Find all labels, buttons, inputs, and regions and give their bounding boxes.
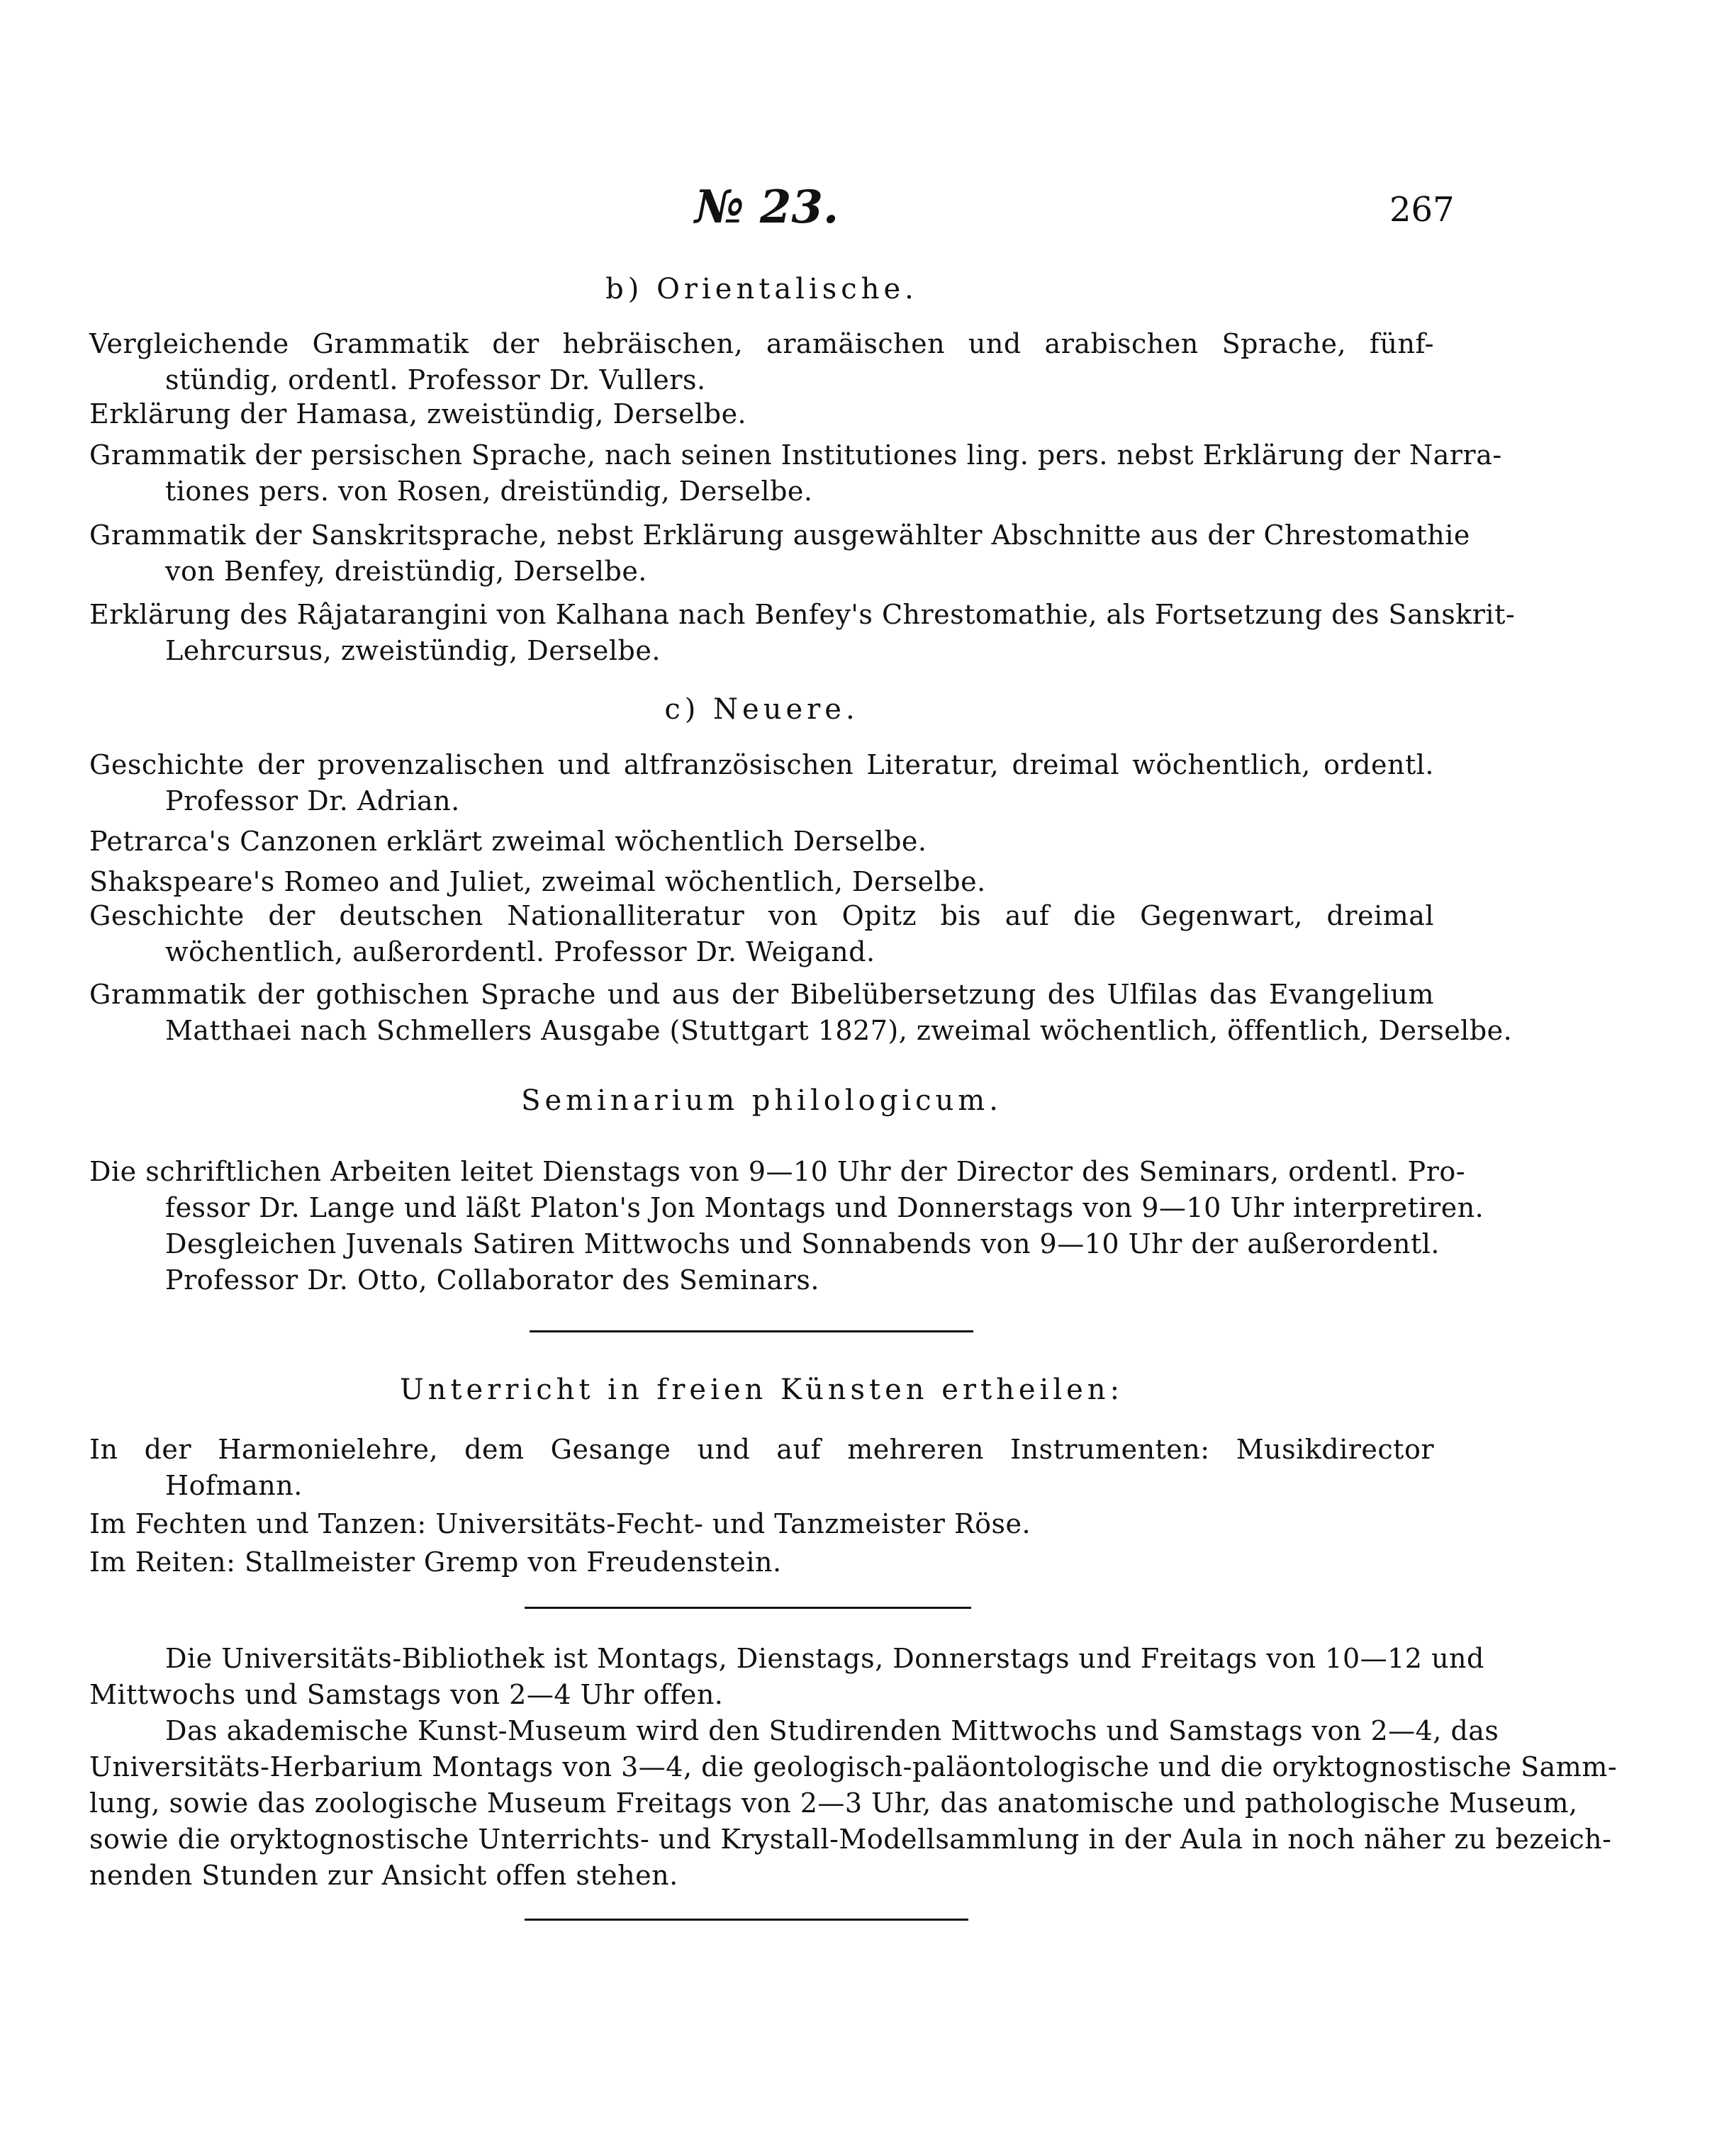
seminar-paragraph <box>89 1154 1484 1298</box>
course-entry <box>89 824 1434 860</box>
text-line: lung, sowie das zoologische Museum Freitags von 2—3 Uhr, das anatomische und pathologische Museum, <box>89 1787 1578 1819</box>
text-line: Im Reiten: Stallmeister Gremp von Freudenstein. <box>89 1546 782 1578</box>
museum-paragraph <box>89 1713 1618 1894</box>
text-line: Das akademische Kunst-Museum wird den Studirenden Mittwochs und Samstags von 2—4, das <box>165 1715 1499 1746</box>
text-line: Im Fechten und Tanzen: Universitäts-Fecht- und Tanzmeister Röse. <box>89 1508 1031 1539</box>
text-line: Matthaei nach Schmellers Ausgabe (Stuttgart 1827), zweimal wöchentlich, öffentlich, Derselbe. <box>165 1015 1513 1046</box>
text-line: Desgleichen Juvenals Satiren Mittwochs und Sonnabends von 9—10 Uhr der außerordentl. <box>165 1228 1440 1259</box>
section-title-orientalische: b) Orientalische. <box>605 273 918 305</box>
text-line: Vergleichende Grammatik der hebräischen, aramäischen und arabischen Sprache, fünf- <box>89 328 1434 359</box>
text-line: Geschichte der deutschen Nationalliteratur von Opitz bis auf die Gegenwart, dreimal <box>89 900 1434 931</box>
library-paragraph <box>89 1641 1484 1713</box>
course-entry <box>89 326 1434 398</box>
text-line: stündig, ordentl. Professor Dr. Vullers. <box>165 364 706 395</box>
text-line: nenden Stunden zur Ansicht offen stehen. <box>89 1860 678 1891</box>
course-entry <box>89 898 1434 970</box>
course-entry <box>89 517 1470 590</box>
text-line: Grammatik der Sanskritsprache, nebst Erklärung ausgewählter Abschnitte aus der Chrestomathie <box>89 520 1470 551</box>
text-line: Shakspeare's Romeo and Juliet, zweimal wöchentlich, Derselbe. <box>89 866 986 897</box>
text-line: Lehrcursus, zweistündig, Derselbe. <box>165 635 661 666</box>
page-number: 267 <box>1389 190 1455 230</box>
text-line: Hofmann. <box>165 1470 303 1501</box>
text-line: Geschichte der provenzalischen und altfranzösischen Literatur, dreimal wöchentlich, ordentl. <box>89 749 1434 780</box>
section-title-seminarium: Seminarium philologicum. <box>521 1084 1002 1117</box>
text-line: Erklärung der Hamasa, zweistündig, Derselbe. <box>89 398 747 429</box>
text-line: Die schriftlichen Arbeiten leitet Dienstags von 9—10 Uhr der Director des Seminars, ordentl. Pro- <box>89 1156 1466 1187</box>
divider <box>530 1330 973 1332</box>
section-title-kuenste: Unterricht in freien Künsten ertheilen: <box>399 1374 1124 1406</box>
text-line: Grammatik der gothischen Sprache und aus der Bibelübersetzung des Ulfilas das Evangelium <box>89 979 1434 1010</box>
text-line: Professor Dr. Otto, Collaborator des Seminars. <box>165 1264 819 1296</box>
text-line: wöchentlich, außerordentl. Professor Dr. Weigand. <box>165 936 875 967</box>
text-line: Petrarca's Canzonen erklärt zweimal wöchentlich Derselbe. <box>89 826 927 857</box>
instruction-entry <box>89 1432 1434 1504</box>
text-line: Grammatik der persischen Sprache, nach seinen Institutiones ling. pers. nebst Erklärung der Narra- <box>89 439 1502 471</box>
issue-number: № 23. <box>695 181 839 234</box>
text-line: Professor Dr. Adrian. <box>165 785 460 816</box>
text-line: Universitäts-Herbarium Montags von 3—4, die geologisch-paläontologische und die oryktognostische Samm- <box>89 1751 1618 1782</box>
text-line: Die Universitäts-Bibliothek ist Montags, Dienstags, Donnerstags und Freitags von 10—12 und <box>165 1643 1484 1674</box>
text-line: sowie die oryktognostische Unterrichts- und Krystall-Modellsammlung in der Aula in noch näher zu bezeich- <box>89 1824 1612 1855</box>
instruction-entry <box>89 1544 1434 1580</box>
text-line: von Benfey, dreistündig, Derselbe. <box>165 556 647 587</box>
course-entry <box>89 396 1434 432</box>
course-entry <box>89 747 1434 819</box>
text-line: In der Harmonielehre, dem Gesange und auf mehreren Instrumenten: Musikdirector <box>89 1434 1434 1465</box>
text-line: Erklärung des Râjatarangini von Kalhana nach Benfey's Chrestomathie, als Fortsetzung des Sanskrit- <box>89 599 1516 630</box>
instruction-entry <box>89 1506 1434 1542</box>
course-entry <box>89 437 1502 510</box>
text-line: fessor Dr. Lange und läßt Platon's Jon Montags und Donnerstags von 9—10 Uhr interpretiren. <box>165 1192 1484 1223</box>
section-title-neuere: c) Neuere. <box>664 693 859 726</box>
course-entry <box>89 977 1513 1049</box>
text-line: Mittwochs und Samstags von 2—4 Uhr offen. <box>89 1679 724 1710</box>
divider <box>525 1919 968 1921</box>
divider <box>525 1607 971 1609</box>
text-line: tiones pers. von Rosen, dreistündig, Derselbe. <box>165 476 813 507</box>
course-entry <box>89 597 1516 669</box>
course-entry <box>89 864 1434 900</box>
